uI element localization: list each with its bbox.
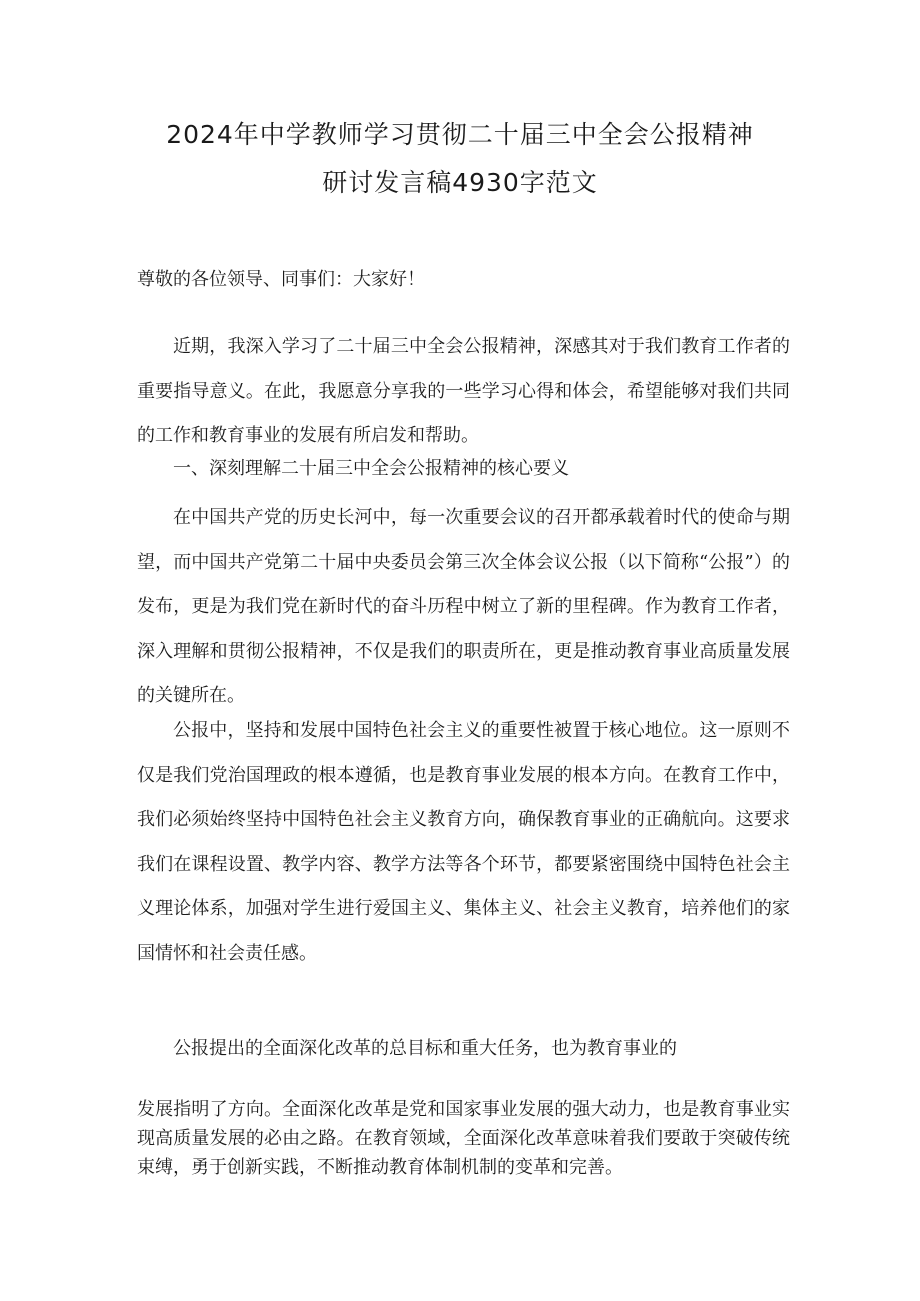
intro-paragraph: 近期，我深入学习了二十届三中全会公报精神，深感其对于我们教育工作者的重要指导意义。在此，我愿意分享我的一些学习心得和体会，希望能够对我们共同的工作和教育事业的发展有所启发和帮助。 [137, 336, 790, 446]
document-title-line-1: 2024年中学教师学习贯彻二十届三中全会公报精神 [166, 120, 754, 149]
greeting: 尊敬的各位领导、同事们：大家好！ [137, 269, 425, 290]
body-paragraph-3-continued: 发展指明了方向。全面深化改革是党和国家事业发展的强大动力，也是教育事业实现高质量发展的必由之路。在教育领域，全面深化改革意味着我们要敢于突破传统束缚，勇于创新实践，不断推动教育体制机制的变革和完善。 [137, 1099, 790, 1178]
section-heading-1: 一、深刻理解二十届三中全会公报精神的核心要义 [173, 458, 569, 479]
document-title-line-2: 研讨发言稿4930字范文 [322, 168, 598, 197]
body-paragraph-2: 公报中，坚持和发展中国特色社会主义的重要性被置于核心地位。这一原则不仅是我们党治国理政的根本遵循，也是教育事业发展的根本方向。在教育工作中，我们必须始终坚持中国特色社会主义教育方向，确保教育事业的正确航向。这要求我们在课程设置、教学内容、教学方法等各个环节，都要紧密围绕中国特色社会主义理论体系，加强对学生进行爱国主义、集体主义、社会主义教育，培养他们的家国情怀和社会责任感。 [137, 720, 790, 964]
body-paragraph-1: 在中国共产党的历史长河中，每一次重要会议的召开都承载着时代的使命与期望，而中国共产党第二十届中央委员会第三次全体会议公报（以下简称“公报”）的发布，更是为我们党在新时代的奋斗历程中树立了新的里程碑。作为教育工作者，深入理解和贯彻公报精神，不仅是我们的职责所在，更是推动教育事业高质量发展的关键所在。 [137, 507, 790, 706]
body-paragraph-3-first-line: 公报提出的全面深化改革的总目标和重大任务，也为教育事业的 [173, 1038, 677, 1059]
